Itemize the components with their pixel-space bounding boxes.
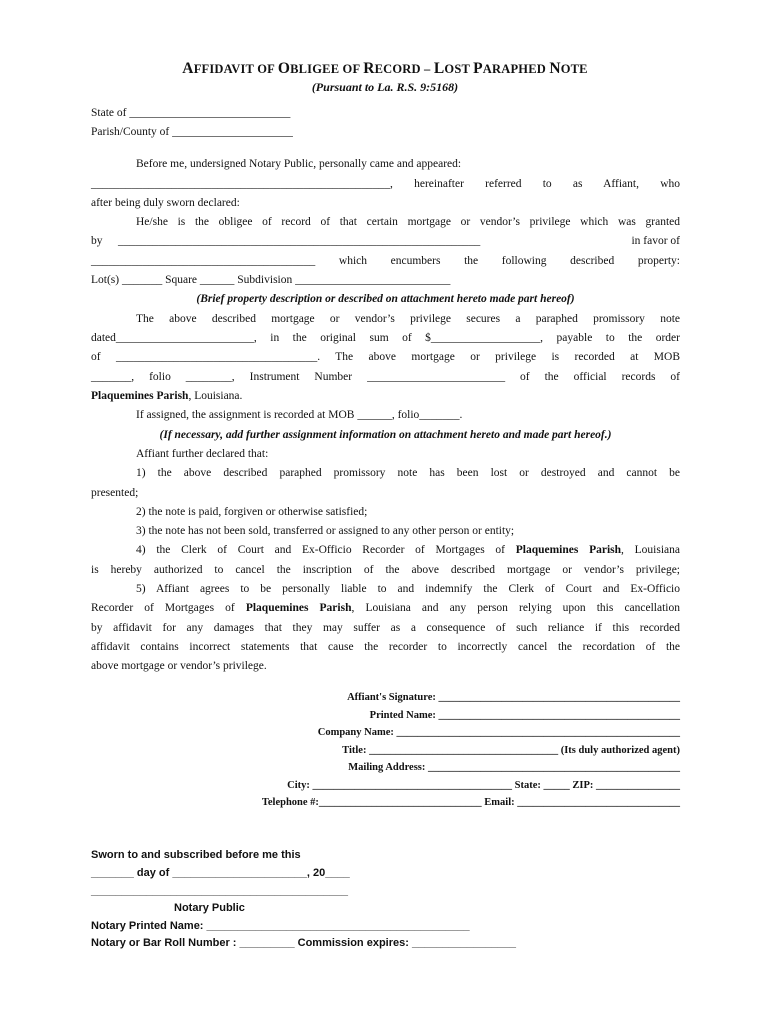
mailing-address-field[interactable]: Mailing Address: ________________________________________________ bbox=[348, 762, 680, 773]
instrument-field[interactable]: _______, folio ________, Instrument Number ________________________ of the official records of bbox=[91, 371, 680, 383]
company-name-field[interactable]: Company Name: ______________________________________________________ bbox=[317, 727, 680, 738]
declaration-5-cont: affidavit contains incorrect statements that cause the recorder to incorrectly cancel the recordation of the bbox=[91, 641, 680, 653]
body-text: Recorder of Mortgages of bbox=[91, 602, 246, 614]
granted-by-line bbox=[91, 234, 680, 248]
body-text: , Louisiana bbox=[621, 544, 680, 556]
grantor-field[interactable]: _______________________________________________________________ bbox=[118, 235, 481, 247]
assignment-note: (If necessary, add further assignment information on attachment hereto and made part hereof.) bbox=[159, 429, 612, 441]
parish-line bbox=[91, 389, 680, 403]
title-cap: A bbox=[182, 60, 194, 77]
body-text: , Louisiana and any person relying upon this cancellation bbox=[351, 602, 680, 614]
telephone-email-field[interactable]: Telephone #:_______________________________ Email: _______________________________ bbox=[261, 797, 680, 808]
body-line: The above described mortgage or vendor’s privilege secures a paraphed promissory note bbox=[136, 313, 680, 325]
declaration-4 bbox=[136, 543, 680, 557]
declaration-2: 2) the note is paid, forgiven or otherwise satisfied; bbox=[136, 506, 368, 518]
notary-printed-name-field[interactable]: Notary Printed Name: ___________________________________________ bbox=[91, 920, 470, 932]
title-part: ARAPHED bbox=[482, 62, 550, 76]
document-subtitle: (Pursuant to La. R.S. 9:5168) bbox=[311, 80, 459, 94]
parish-name: Plaquemines Parish bbox=[245, 602, 352, 614]
title-cap: N bbox=[549, 60, 561, 77]
notary-public-label: Notary Public bbox=[174, 902, 245, 914]
body-text: 4) the Clerk of Court and Ex-Officio Recorder of Mortgages of bbox=[136, 544, 516, 556]
date-sum-field[interactable]: dated________________________, in the original sum of $___________________, payable to the order bbox=[91, 332, 680, 344]
state-field[interactable]: State of ____________________________ bbox=[91, 107, 291, 119]
title-part: ECORD – bbox=[374, 62, 434, 76]
sworn-heading: Sworn to and subscribed before me this bbox=[91, 849, 301, 861]
title-part: OTE bbox=[560, 62, 588, 76]
document-title bbox=[0, 60, 770, 78]
declaration-1-cont: presented; bbox=[91, 487, 139, 499]
city-state-zip-field[interactable]: City: ______________________________________ State: _____ ZIP: ________________ bbox=[287, 780, 680, 791]
declaration-5-cont: above mortgage or vendor’s privilege. bbox=[91, 660, 267, 672]
sworn-date-field[interactable]: _______ day of ______________________, 20____ bbox=[91, 867, 350, 879]
order-of-field[interactable]: of ___________________________________. The above mortgage or privilege is recorded at MOB bbox=[91, 351, 680, 363]
declaration-1: 1) the above described paraphed promissory note has been lost or destroyed and cannot be bbox=[136, 467, 680, 479]
parish-name: Plaquemines Parish bbox=[515, 544, 622, 556]
printed-name-field[interactable]: Printed Name: ______________________________________________ bbox=[369, 710, 680, 721]
title-cap: L bbox=[433, 60, 445, 77]
declaration-5: 5) Affiant agrees to be personally liable to and indemnify the Clerk of Court and Ex-Officio bbox=[136, 583, 680, 595]
declaration-4-cont: is hereby authorized to cancel the inscription of the above described mortgage or vendor’s privilege; bbox=[91, 564, 680, 576]
title-cap: P bbox=[473, 60, 483, 77]
parish-field[interactable]: Parish/County of _____________________ bbox=[91, 126, 293, 138]
assignment-field[interactable]: If assigned, the assignment is recorded at MOB ______, folio_______. bbox=[136, 409, 463, 421]
parish-name: Plaquemines Parish bbox=[91, 390, 189, 402]
notary-number-field[interactable]: Notary or Bar Roll Number : _________ Commission expires: _________________ bbox=[91, 937, 516, 949]
declaration-5-cont: by affidavit for any damages that they may suffer as a consequence of such reliance if this recorded bbox=[91, 622, 680, 634]
body-text: , Louisiana. bbox=[188, 390, 243, 402]
title-cap: O bbox=[277, 60, 291, 77]
title-field[interactable]: Title: ____________________________________ (Its duly authorized agent) bbox=[342, 745, 680, 756]
body-line: Affiant further declared that: bbox=[136, 448, 269, 460]
property-note: (Brief property description or described on attachment hereto made part hereof) bbox=[196, 293, 575, 305]
title-part: FFIDAVIT OF bbox=[193, 62, 278, 76]
notary-signature-line[interactable]: __________________________________________ bbox=[91, 885, 348, 897]
declaration-5-cont bbox=[91, 601, 680, 615]
declaration-3: 3) the note has not been sold, transferred or assigned to any other person or entity; bbox=[136, 525, 515, 537]
in-favor-label: in favor of bbox=[631, 235, 680, 247]
by-label: by bbox=[91, 235, 103, 247]
body-line: after being duly sworn declared: bbox=[91, 197, 240, 209]
intro-line: Before me, undersigned Notary Public, personally came and appeared: bbox=[136, 158, 462, 170]
favor-of-field[interactable]: _______________________________________ which encumbers the following described property: bbox=[91, 255, 680, 267]
title-part: OST bbox=[444, 62, 474, 76]
title-part: BLIGEE OF bbox=[290, 62, 364, 76]
affiant-signature-field[interactable]: Affiant's Signature: ______________________________________________ bbox=[347, 692, 680, 703]
property-field[interactable]: Lot(s) _______ Square ______ Subdivision ___________________________ bbox=[91, 274, 451, 286]
title-cap: R bbox=[363, 60, 375, 77]
body-line: He/she is the obligee of record of that certain mortgage or vendor’s privilege which was granted bbox=[136, 216, 680, 228]
affiant-name-field[interactable]: ____________________________________________________, hereinafter referred to as Affiant, who bbox=[91, 178, 680, 190]
